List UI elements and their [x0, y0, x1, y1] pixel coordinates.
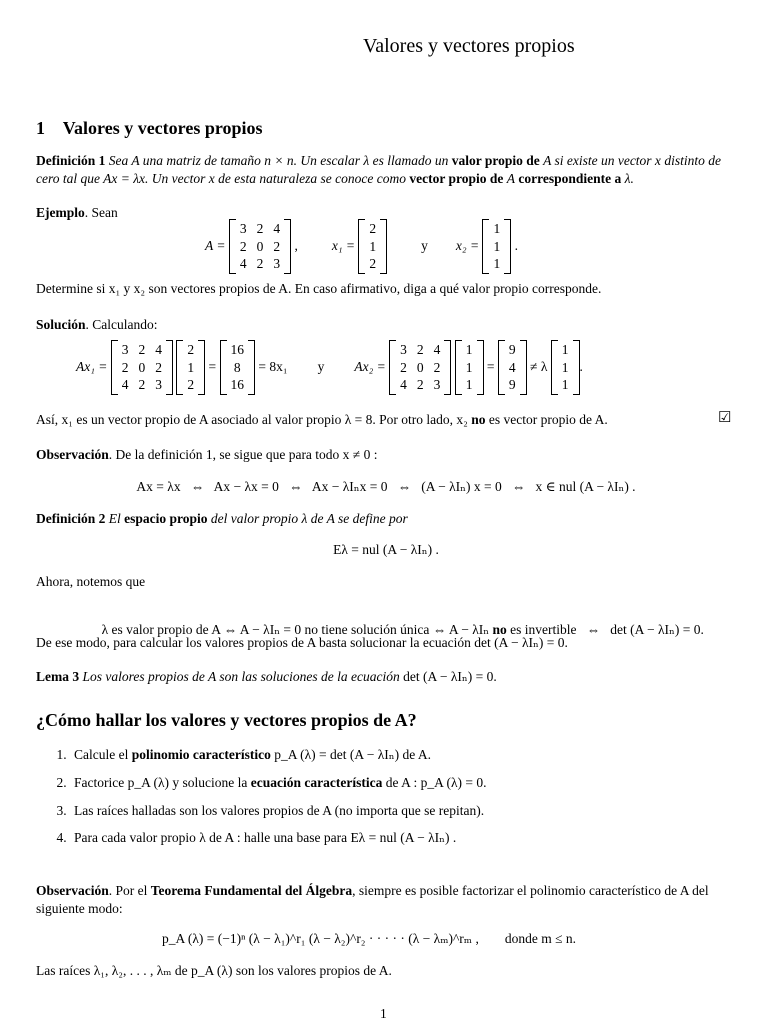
vector-x2 — [455, 340, 484, 395]
matrix-entry: 3 — [433, 377, 441, 393]
factorization — [162, 930, 576, 948]
vector-entry: 1 — [493, 256, 501, 272]
roots-statement: Las raíces λ₁, λ₂, . . . , λₘ de p_A (λ) son los valores propios de A. — [36, 963, 392, 978]
ax1-label: Ax₁ = — [76, 359, 108, 375]
matrix-entry: 4 — [155, 342, 163, 357]
matrix-A — [389, 340, 451, 395]
not-equal-lambda: ≠ λ — [530, 359, 548, 375]
vector-entry: 16 — [230, 342, 245, 357]
result-vector-2 — [498, 340, 527, 395]
vector-entry: 1 — [465, 342, 473, 357]
vector-entry: 9 — [508, 377, 516, 393]
definition-text: λ. — [624, 170, 634, 186]
matrix-entry: 4 — [433, 342, 441, 357]
equivalence-no: no — [492, 621, 507, 637]
matrix-entry: 4 — [400, 377, 407, 393]
section-heading — [36, 117, 263, 141]
matrix-entry: 4 — [121, 377, 129, 393]
checkbox-icon: ☑ — [718, 410, 732, 426]
matrix-entry: 3 — [121, 342, 129, 357]
solution-text: . Calculando: — [85, 317, 158, 332]
matrix-entry: 4 — [239, 256, 247, 272]
equivalence-chain: Ax = λx ⇔ Ax − λx = 0 ⇔ Ax − λIₙx = 0 ⇔ (A − λIₙ) x = 0 ⇔ x ∈ nul (A − λIₙ) . — [136, 479, 636, 494]
example-text: . Sean — [84, 205, 118, 220]
equals-sign: = — [208, 359, 217, 375]
matrix-entry: 2 — [138, 377, 146, 393]
vector-x1-label: x₁ = — [331, 238, 356, 254]
matrix-entry: 2 — [239, 238, 247, 254]
vector-entry: 1 — [465, 377, 473, 393]
vector-entry: 4 — [508, 359, 516, 375]
steps-list — [36, 746, 736, 857]
matrix-A — [111, 340, 173, 395]
vector-entry: 2 — [369, 256, 377, 272]
vector-entry: 2 — [369, 221, 377, 236]
equivalence-text: λ es valor propio de A ⇔ A − λIₙ = 0 no tiene solución única ⇔ A − λIₙ — [101, 621, 490, 637]
term-correspondiente: correspondiente a — [518, 170, 622, 186]
vector-x2 — [482, 219, 511, 274]
matrix-entry: 2 — [155, 359, 163, 375]
conjunction-y: y — [317, 359, 325, 375]
matrix-entry: 2 — [121, 359, 129, 375]
definition-2 — [36, 510, 736, 528]
observation-label: Observación — [36, 883, 109, 898]
definition-label: Definición 2 — [36, 511, 106, 526]
section-title: Valores y vectores propios — [62, 118, 263, 138]
definition-label: Definición 1 — [36, 153, 106, 168]
definition-text: del valor propio λ de A se define por — [210, 511, 408, 526]
equals-sign: = — [486, 359, 495, 375]
vector-entry: 1 — [187, 359, 195, 375]
vector-x2-label: x₂ = — [455, 238, 480, 254]
section-number: 1 — [36, 118, 45, 138]
observation-text: , siempre es posible factorizar el polinomio característico — [352, 883, 662, 898]
conclusion-no: no — [471, 412, 486, 427]
factorization-equation: p_A (λ) = (−1)ⁿ (λ − λ₁)^r₁ (λ − λ₂)^r₂ · · · · · (λ − λₘ)^rₘ , — [162, 931, 479, 946]
result-vector-1 — [220, 340, 256, 395]
lemma-label: Lema 3 — [36, 669, 80, 684]
matrix-entry: 2 — [256, 256, 264, 272]
ahora-conclusion: De ese modo, para calcular los valores propios de A basta solucionar la ecuación det (A − λIₙ) = 0. — [36, 635, 568, 650]
vector-entry: 9 — [508, 342, 516, 357]
list-item: 2. Factorice p_A (λ) y solucione la ecuación característica de A : p_A (λ) = 0. — [70, 774, 736, 792]
vector-entry: 16 — [230, 377, 245, 393]
matrix-entry: 3 — [273, 256, 281, 272]
vector-entry: 8 — [233, 359, 241, 375]
vector-entry: 1 — [369, 238, 377, 254]
term-vector-propio: vector propio de — [409, 170, 504, 186]
matrix-entry: 2 — [138, 342, 146, 357]
solution-intro — [36, 316, 736, 334]
vector-x2 — [551, 340, 580, 395]
running-header: Valores y vectores propios — [363, 35, 575, 57]
conclusion-text: es vector propio de A. — [488, 412, 608, 427]
equivalence-text: es invertible ⇔ det (A − λIₙ) = 0. — [510, 621, 704, 637]
vector-entry: 1 — [465, 359, 473, 375]
example-question: Determine si x₁ y x₂ son vectores propios de A. En caso afirmativo, diga a qué valor propio corresponde. — [36, 281, 602, 296]
definition-text: Sea A una matriz de tamaño n × n. Un escalar λ es llamado un — [108, 153, 449, 168]
matrix-entry: 2 — [416, 342, 424, 357]
vector-entry: 1 — [561, 377, 569, 393]
matrix-entry: 2 — [400, 359, 407, 375]
definition-text: El — [108, 511, 121, 526]
lemma-3 — [36, 668, 736, 686]
vector-entry: 2 — [187, 377, 195, 393]
list-item: 3. Las raíces halladas son los valores propios de A (no importa que se repitan). — [70, 802, 736, 820]
term-espacio-propio: espacio propio — [124, 511, 208, 526]
factorization-condition: donde m ≤ n. — [504, 931, 576, 946]
definition-1 — [36, 152, 736, 188]
definition-text: A si existe un vector x — [543, 153, 661, 168]
conclusion-text: Así, x₁ es un vector propio de A asociado al valor propio λ = 8. Por otro lado, x₂ — [36, 412, 468, 427]
matrix-entry: 2 — [256, 221, 264, 236]
ahora-text: Ahora, notemos que — [36, 574, 146, 589]
matrix-entry: 4 — [273, 221, 281, 236]
list-item: 1. Calcule el polinomio característico p_A (λ) = det (A − λIₙ) de A. — [70, 746, 736, 764]
example-matrices: A = 3 2 4 2 0 2 4 2 3 , x₁ = 2 1 2 y x₂ = 1 1 1 . — [205, 219, 518, 274]
vector-x1 — [176, 340, 205, 395]
matrix-A — [229, 219, 291, 274]
vector-entry: 2 — [187, 342, 195, 357]
conjunction-y: y — [421, 238, 428, 254]
eigenspace-equation: Eλ = nul (A − λIₙ) . — [333, 542, 439, 557]
term-valor-propio: valor propio de — [451, 153, 540, 168]
observation-1 — [36, 446, 736, 464]
observation-label: Observación — [36, 447, 109, 462]
solution-label: Solución — [36, 317, 86, 332]
vector-x1 — [358, 219, 387, 274]
matrix-entry: 3 — [239, 221, 247, 236]
example-label: Ejemplo — [36, 205, 85, 220]
vector-entry: 1 — [493, 238, 501, 254]
observation-text: . De la definición 1, se sigue que para todo x ≠ 0 : — [108, 447, 378, 462]
period: . — [579, 359, 583, 375]
definition-text: distinto de cero tal que Ax = λx. Un vector x de esta naturaleza se conoce como — [36, 153, 721, 186]
matrix-A-label: A = — [205, 238, 226, 254]
observation-2 — [36, 882, 736, 918]
matrix-entry: 0 — [256, 238, 264, 254]
lemma-text: Los valores propios de A son las soluciones de la ecuación — [82, 669, 400, 684]
vector-entry: 1 — [561, 359, 569, 375]
matrix-entry: 2 — [416, 377, 424, 393]
matrix-entry: 2 — [273, 238, 281, 254]
vector-entry: 1 — [493, 221, 501, 236]
result-8x1: = 8x₁ — [258, 359, 288, 375]
ax2-label: Ax₂ = — [354, 359, 386, 375]
list-item: 4. Para cada valor propio λ de A : halle una base para Eλ = nul (A − λIₙ) . — [70, 829, 736, 847]
solution-equations — [76, 340, 583, 395]
matrix-entry: 0 — [416, 359, 424, 375]
matrix-entry: 0 — [138, 359, 146, 375]
matrix-entry: 2 — [433, 359, 441, 375]
lemma-equation: det (A − λIₙ) = 0. — [403, 669, 497, 684]
observation-text: . Por el — [108, 883, 148, 898]
vector-entry: 1 — [561, 342, 569, 357]
solution-conclusion — [36, 411, 736, 429]
definition-text: A — [506, 170, 515, 186]
page-number: 1 — [380, 1006, 387, 1021]
howto-heading: ¿Cómo hallar los valores y vectores propios de A? — [36, 710, 417, 730]
observation-text: de A del siguiente modo: — [36, 883, 709, 916]
matrix-entry: 3 — [400, 342, 407, 357]
term-teorema: Teorema Fundamental del Álgebra — [150, 883, 353, 898]
matrix-entry: 3 — [155, 377, 163, 393]
